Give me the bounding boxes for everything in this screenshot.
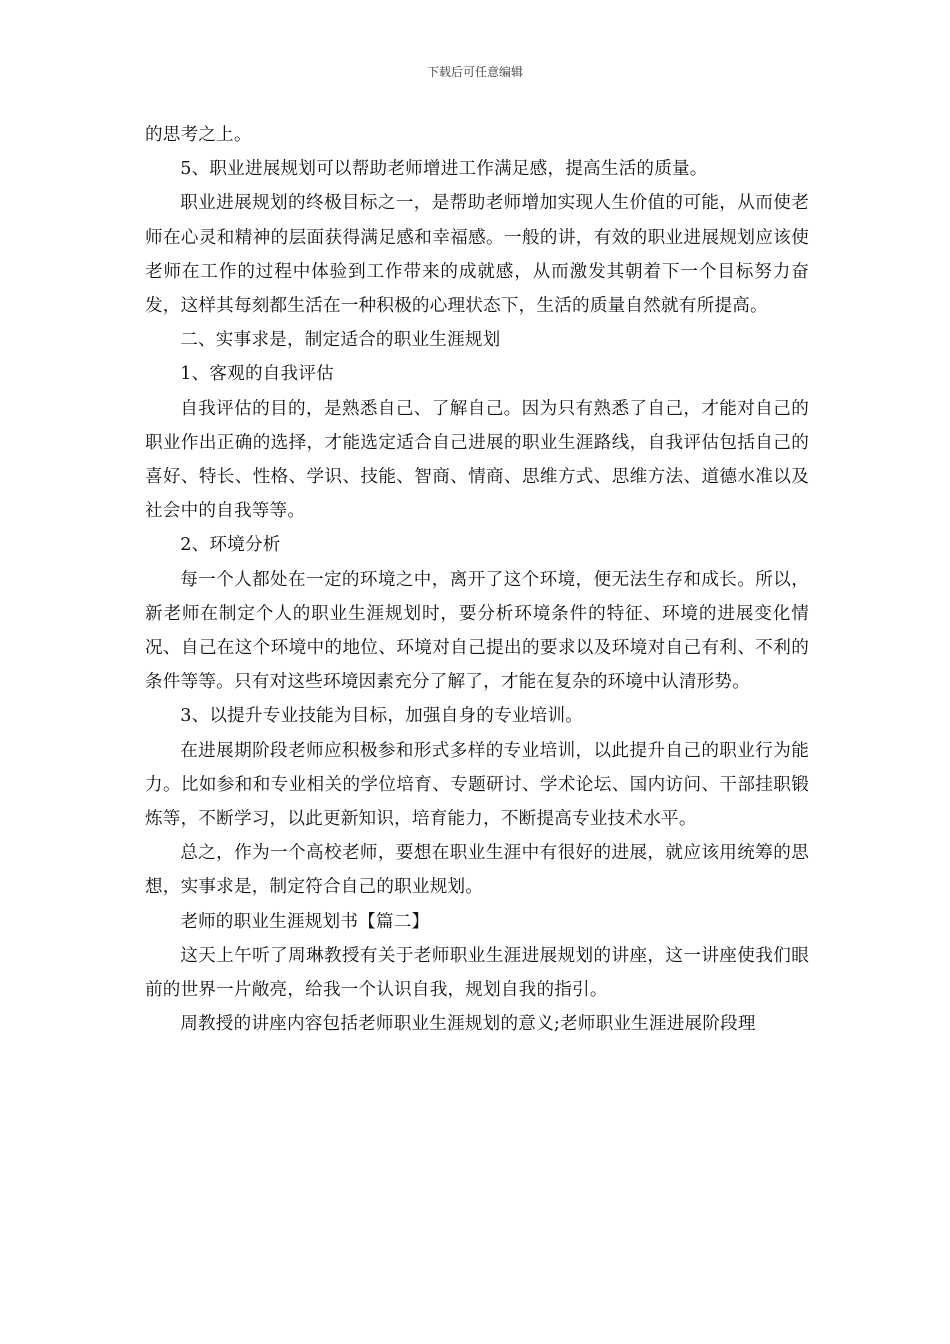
paragraph-environment: 每一个人都处在一定的环境之中，离开了这个环境，便无法生存和成长。所以，新老师在制定个人的职业生涯规划时，要分析环境条件的特征、环境的进展变化情况、自己在这个环境中的地位、环境对自己提出的要求以及环境对自己有利、不利的条件等等。只有对这些环境因素充分了解了，才能在复杂的环境中认清形势。 bbox=[145, 569, 809, 693]
page-header: 下载后可任意编辑 bbox=[426, 65, 523, 79]
paragraph-conclusion: 总之，作为一个高校老师，要想在职业生涯中有很好的进展，就应该用统筹的思想，实事求是，制定符合自己的职业规划。 bbox=[145, 843, 809, 898]
paragraph-point-5: 5、职业进展规划可以帮助老师增进工作满足感，提高生活的质量。 bbox=[180, 159, 708, 180]
paragraph-training: 在进展期阶段老师应积极参和形式多样的专业培训，以此提升自己的职业行为能力。比如参和和专业相关的学位培育、专题研讨、学术论坛、国内访问、干部挂职锻炼等，不断学习，以此更新知识，培育能力，不断提高专业技术水平。 bbox=[145, 740, 809, 830]
paragraph-career-goal: 职业进展规划的终极目标之一，是帮助老师增加实现人生价值的可能，从而使老师在心灵和精神的层面获得满足感和幸福感。一般的讲，有效的职业进展规划应该使老师在工作的过程中体验到工作带来的成就感，从而激发其朝着下一个目标努力奋发，这样其每刻都生活在一种积极的心理状态下，生活的质量自然就有所提高。 bbox=[145, 193, 809, 317]
section-title-part-two: 老师的职业生涯规划书【篇二】 bbox=[180, 911, 430, 932]
subheading-training: 3、以提升专业技能为目标，加强自身的专业培训。 bbox=[180, 706, 584, 727]
document-body bbox=[145, 118, 809, 1041]
subheading-self-assessment: 1、客观的自我评估 bbox=[180, 364, 334, 385]
paragraph-lecture-content: 周教授的讲座内容包括老师职业生涯规划的意义;老师职业生涯进展阶段理 bbox=[180, 1014, 756, 1035]
subheading-environment: 2、环境分析 bbox=[180, 535, 281, 556]
paragraph-lecture-intro: 这天上午听了周琳教授有关于老师职业生涯进展规划的讲座，这一讲座使我们眼前的世界一片敞亮，给我一个认识自我，规划自我的指引。 bbox=[145, 945, 809, 1001]
paragraph-continuation: 的思考之上。 bbox=[145, 125, 252, 145]
paragraph-self-assessment: 自我评估的目的，是熟悉自己、了解自己。因为只有熟悉了自己，才能对自己的职业作出正确的选择，才能选定适合自己进展的职业生涯路线，自我评估包括自己的喜好、特长、性格、学识、技能、智商、情商、思维方式、思维方法、道德水准以及社会中的自我等等。 bbox=[145, 398, 809, 522]
section-heading-2: 二、实事求是，制定适合的职业生涯规划 bbox=[180, 330, 501, 351]
